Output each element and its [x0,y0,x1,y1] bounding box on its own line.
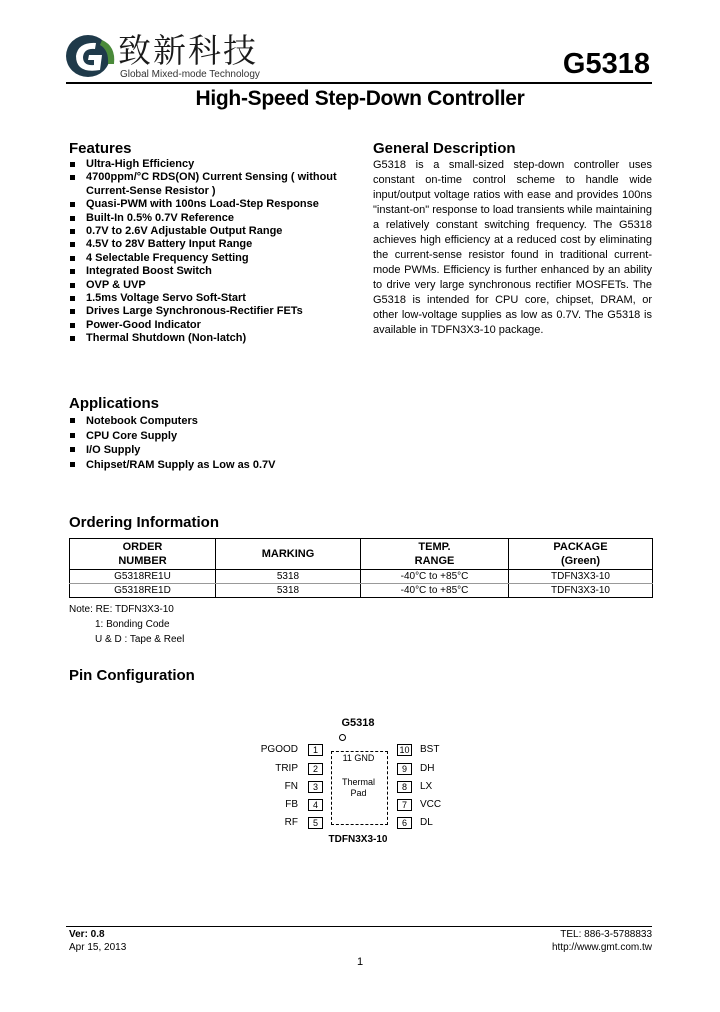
table-cell: TDFN3X3-10 [509,584,653,598]
application-item: CPU Core Supply [69,429,354,444]
feature-item: Power-Good Indicator [69,319,354,332]
feature-rds-text: 4700ppm/°C RDS(ON) Current Sensing ( without [86,171,337,184]
feature-item: Thermal Shutdown (Non-latch) [69,332,354,345]
company-name-chinese: 致新科技 [118,31,258,70]
pin-name-right: DH [420,763,435,774]
table-cell: G5318RE1D [70,584,216,598]
pin-name-left: TRIP [275,763,298,774]
feature-item: 0.7V to 2.6V Adjustable Output Range [69,225,354,238]
pin1-marker [339,734,346,741]
company-logo-icon [66,34,118,78]
column-header: MARKING [216,539,361,570]
pin-number-box: 10 [397,744,412,756]
table-cell: 5318 [216,584,361,598]
feature-item: Ultra-High Efficiency [69,158,354,171]
pin-number-box: 8 [397,781,412,793]
pin-name-right: VCC [420,799,442,810]
table-row [70,584,653,598]
table-cell: 5318 [216,570,361,584]
application-item: Chipset/RAM Supply as Low as 0.7V [69,458,354,473]
column-header [509,539,653,570]
page-number: 1 [356,956,364,968]
pad-thermal-label: Thermal [341,777,375,787]
footer-divider [66,926,652,927]
feature-item: Integrated Boost Switch [69,265,354,278]
applications-heading: Applications [69,395,160,412]
feature-item: Drives Large Synchronous-Rectifier FETs [69,305,354,318]
ordering-note: U & D : Tape & Reel [95,634,185,645]
pin-name-left: RF [284,817,298,828]
pin-number-box: 9 [397,763,412,775]
ordering-table [69,538,653,598]
chip-label: G5318 [341,717,375,729]
feature-item [69,171,354,184]
pin-number-box: 4 [308,799,323,811]
application-item: Notebook Computers [69,414,354,429]
header-divider [66,82,652,84]
description-text: G5318 is a small-sized step-down controller uses constant on-time control scheme to handle wide input/output voltage ratios with ease and provides 100ns "instant-on" response to load transients while maintaining a relatively constant switching frequency. The G5318 achieves high efficiency at a reduced cost by eliminating the current-sense resistor found in traditional current-mode PWMs. Efficiency is further enhanced by an ability to drive very large synchronous rectifier MOSFETs. The G5318 is intended for CPU core, chipset, DRAM, or other low-voltage supplies as low as 0.7V. The G5318 is available in TDFN3X3-10 package. [373,159,652,336]
feature-item: Built-In 0.5% 0.7V Reference [69,212,354,225]
table-row [70,570,653,584]
description-heading: General Description [373,140,516,157]
feature-item: OVP & UVP [69,279,354,292]
pin-name-right: BST [420,744,440,755]
pin-number-box: 2 [308,763,323,775]
ordering-note: Note: RE: TDFN3X3-10 [69,604,174,615]
features-heading: Features [69,140,132,157]
feature-item: 1.5ms Voltage Servo Soft-Start [69,292,354,305]
pin-config-heading: Pin Configuration [69,667,195,684]
features-list [69,158,354,346]
pin-number-box: 1 [308,744,323,756]
pad-word-label: Pad [350,788,367,798]
table-cell: -40°C to +85°C [361,584,509,598]
part-number: G5318 [562,48,650,80]
footer-version: Ver: 0.8 [69,929,105,940]
pin-number-box: 3 [308,781,323,793]
application-item: I/O Supply [69,443,354,458]
pin-number-box: 7 [397,799,412,811]
header-order-number: ORDER NUMBER [118,541,167,567]
pin-name-left: FB [285,799,298,810]
footer-date: Apr 15, 2013 [69,942,127,953]
feature-item-continuation: Current-Sense Resistor ) [86,184,216,197]
company-name-english: Global Mixed-mode Technology [120,69,260,80]
column-header [361,539,509,570]
table-header-row [70,539,653,570]
header-package: PACKAGE (Green) [553,541,608,567]
ordering-heading: Ordering Information [69,514,219,531]
feature-item: 4.5V to 28V Battery Input Range [69,238,354,251]
column-header [70,539,216,570]
pin-name-right: DL [420,817,433,828]
pad-gnd-label: 11 GND [342,753,375,763]
table-cell: -40°C to +85°C [361,570,509,584]
pin-name-left: PGOOD [260,744,298,755]
document-title: High-Speed Step-Down Controller [195,87,525,110]
feature-item: Quasi-PWM with 100ns Load-Step Response [69,198,354,211]
feature-item: 4 Selectable Frequency Setting [69,252,354,265]
header-temp-range: TEMP. RANGE [414,541,455,567]
table-cell: TDFN3X3-10 [509,570,653,584]
applications-list [69,414,354,472]
table-cell: G5318RE1U [70,570,216,584]
pin-name-left: FN [284,781,298,792]
ordering-note: 1: Bonding Code [95,619,170,630]
pin-number-box: 6 [397,817,412,829]
footer-url[interactable]: http://www.gmt.com.tw [551,942,652,953]
package-label: TDFN3X3-10 [328,834,388,845]
footer-tel: TEL: 886-3-5788833 [560,929,652,940]
pin-number-box: 5 [308,817,323,829]
pin-name-right: LX [420,781,433,792]
